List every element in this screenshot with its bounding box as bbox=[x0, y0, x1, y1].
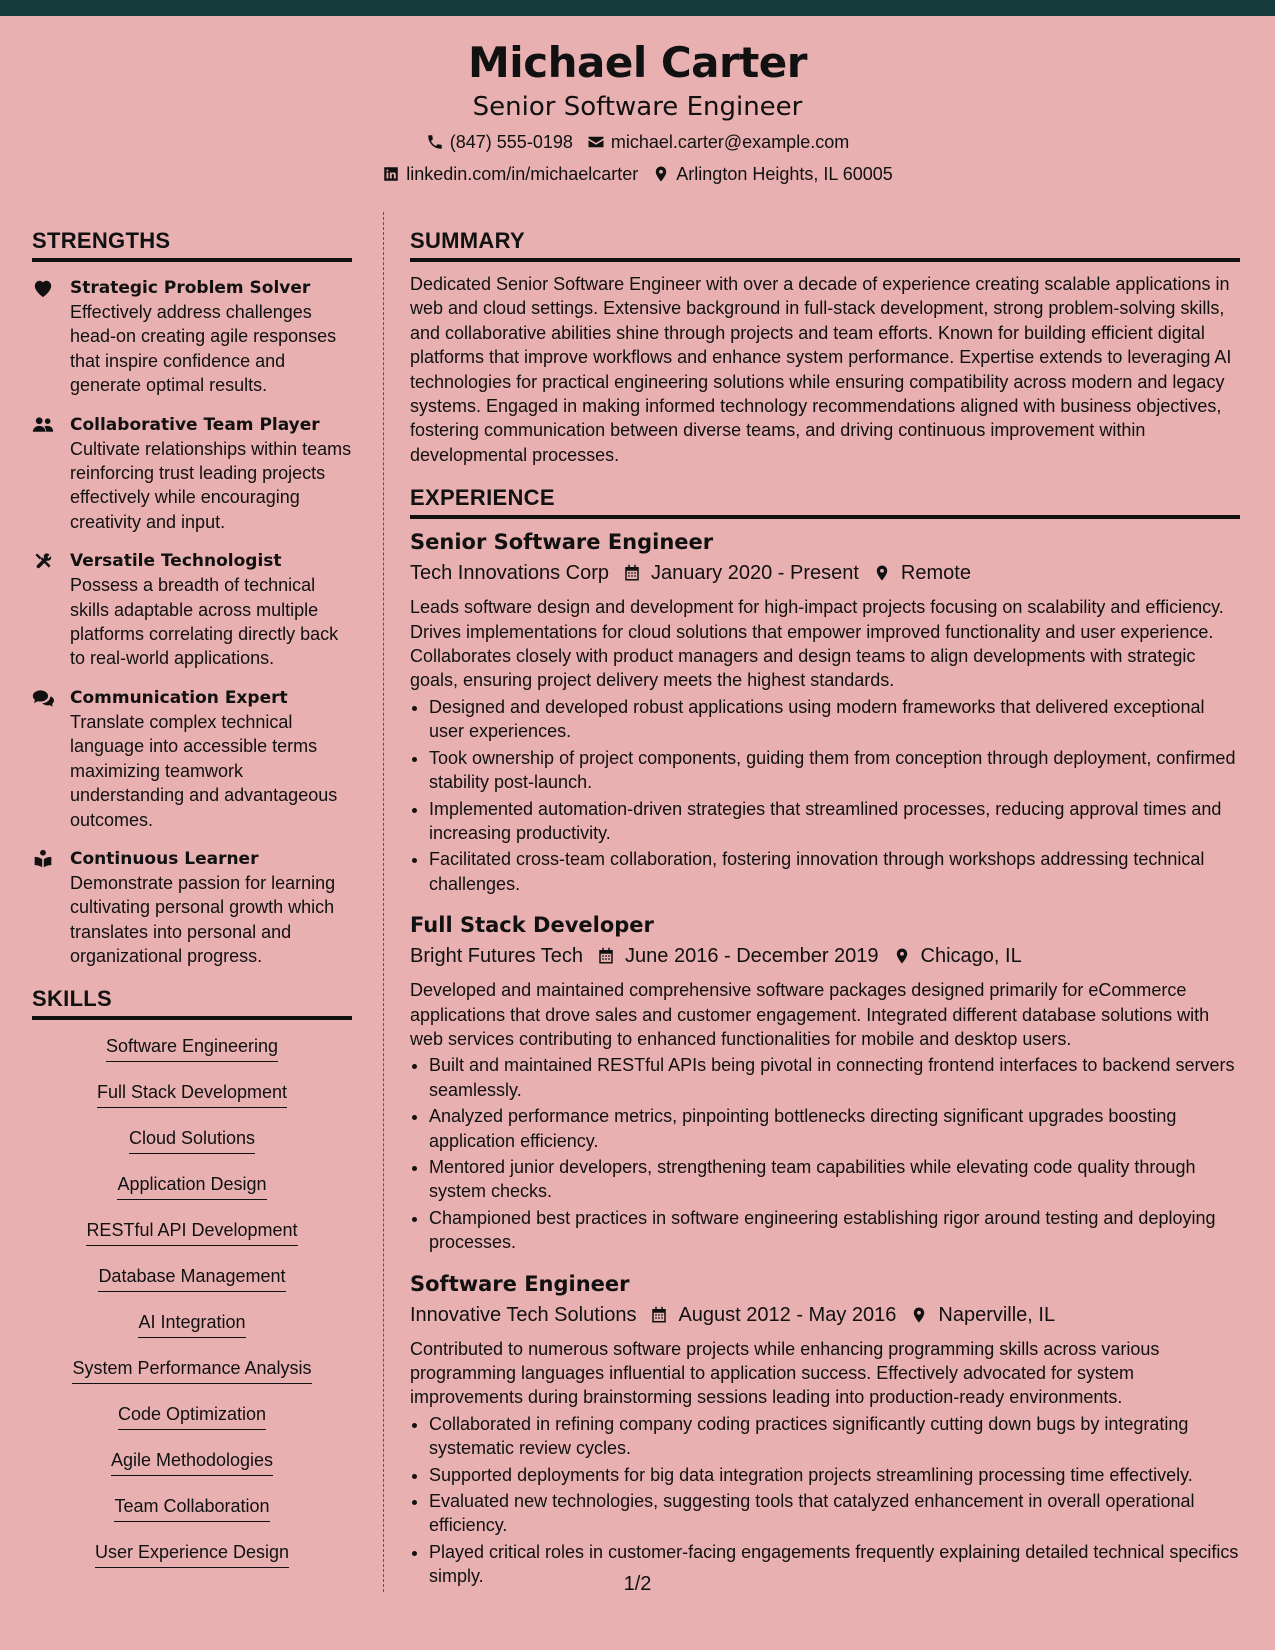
strengths-list bbox=[32, 276, 352, 969]
map-marker-icon bbox=[910, 1306, 928, 1324]
list-item: • Facilitated cross-team collaboration, fostering innovation through workshops addressing technical challenges. bbox=[429, 847, 1240, 896]
strength-desc: Cultivate relationships within teams reinforcing trust leading projects effectively while encouraging creativity and input. bbox=[70, 438, 352, 532]
list-item: • Supported deployments for big data integration projects streamlining processing time effectively. bbox=[429, 1463, 1240, 1487]
job-dates: August 2012 - May 2016 bbox=[678, 1303, 897, 1326]
job-description: Contributed to numerous software projects while enhancing programming skills across various programming languages influential to application success. Effectively advocated for system improvements during brainstorming sessions leading into production-ready environments. bbox=[410, 1338, 1160, 1408]
list-item: • Implemented automation-driven strategies that streamlined processes, reducing approval times and increasing productivity. bbox=[429, 797, 1240, 846]
tools-icon bbox=[32, 551, 54, 571]
skills-heading: SKILLS bbox=[32, 984, 352, 1020]
job-location: Naperville, IL bbox=[938, 1303, 1056, 1326]
job-location: Remote bbox=[900, 562, 971, 585]
phone-text: (847) 555-0198 bbox=[449, 132, 573, 152]
list-item: • Designed and developed robust applications using modern frameworks that delivered exceptional user experiences. bbox=[429, 695, 1240, 744]
calendar-icon bbox=[623, 564, 641, 582]
candidate-title: Senior Software Engineer bbox=[472, 92, 803, 122]
summary-text: Dedicated Senior Software Engineer with over a decade of experience creating scalable applications in web and cloud settings. Extensive background in full-stack development, strong problem-solving skills, and collaborative abilities shine through projects and team efforts. Known for building efficient digital platforms that improve workflows and enhance system performance. Expertise extends to leveraging AI technologies for practical engineering solutions while ensuring compatibility across modern and legacy systems. Engaged in making informed technology recommendations aligned with business objectives, fostering communication between diverse teams, and driving continuous improvement within developmental processes. bbox=[410, 274, 1232, 465]
comments-icon bbox=[32, 688, 54, 708]
candidate-name: Michael Carter bbox=[468, 38, 807, 87]
job-meta bbox=[410, 942, 1240, 970]
map-marker-icon bbox=[893, 947, 911, 965]
job-meta bbox=[410, 1301, 1240, 1329]
column-divider bbox=[383, 212, 384, 1592]
skill-item: Full Stack Development bbox=[97, 1080, 287, 1108]
list-item: • Mentored junior developers, strengthening team capabilities while elevating code quality through system checks. bbox=[429, 1155, 1240, 1204]
top-color-bar bbox=[0, 0, 1275, 16]
linkedin-text[interactable]: linkedin.com/in/michaelcarter bbox=[406, 164, 639, 184]
job-meta bbox=[410, 559, 1240, 587]
strengths-heading: STRENGTHS bbox=[32, 226, 352, 262]
contact-location bbox=[652, 162, 892, 186]
strength-item bbox=[32, 549, 352, 671]
skill-item: Software Engineering bbox=[106, 1034, 278, 1062]
skill-item: RESTful API Development bbox=[86, 1218, 297, 1246]
job-company: Bright Futures Tech bbox=[410, 945, 584, 968]
list-item: • Championed best practices in software engineering establishing rigor around testing and deploying processes. bbox=[429, 1206, 1240, 1255]
strength-name: Communication Expert bbox=[70, 687, 288, 708]
strength-desc: Translate complex technical language into accessible terms maximizing teamwork understanding and advantageous outcomes. bbox=[70, 711, 338, 830]
calendar-icon bbox=[650, 1306, 668, 1324]
envelope-icon bbox=[587, 133, 605, 151]
skill-item: Application Design bbox=[117, 1172, 266, 1200]
skill-item: AI Integration bbox=[138, 1310, 245, 1338]
list-item: • Evaluated new technologies, suggesting tools that catalyzed enhancement in overall operational efficiency. bbox=[429, 1489, 1240, 1538]
strength-name: Versatile Technologist bbox=[70, 551, 282, 572]
contact-row-2 bbox=[0, 162, 1275, 186]
page-number: 1/2 bbox=[623, 1573, 652, 1595]
strength-desc: Possess a breadth of technical skills adaptable across multiple platforms correlating directly back to real-world applications. bbox=[70, 575, 339, 669]
strength-item bbox=[32, 686, 352, 832]
left-column bbox=[32, 226, 352, 1586]
job-company: Innovative Tech Solutions bbox=[410, 1303, 637, 1326]
job-company: Tech Innovations Corp bbox=[410, 562, 610, 585]
email-text[interactable]: michael.carter@example.com bbox=[610, 132, 850, 152]
job-entry bbox=[410, 1269, 1240, 1589]
strength-name: Collaborative Team Player bbox=[70, 414, 320, 435]
job-dates: June 2016 - December 2019 bbox=[625, 945, 879, 968]
job-description: Leads software design and development for high-impact projects focusing on scalability and efficiency. Drives implementations for cloud solutions that empower improved functionality and user experience. Collaborates closely with product managers and design teams to align developments with strategic goals, ensuring project delivery meets the highest standards. bbox=[410, 597, 1224, 691]
location-text: Arlington Heights, IL 60005 bbox=[676, 164, 893, 184]
strength-desc: Effectively address challenges head-on creating agile responses that inspire confidence and generate optimal results. bbox=[70, 302, 337, 396]
skill-item: Database Management bbox=[98, 1264, 285, 1292]
skill-item: Code Optimization bbox=[118, 1402, 266, 1430]
resume-header bbox=[0, 36, 1275, 186]
list-item: • Collaborated in refining company coding practices significantly cutting down bugs by integrating systematic review cycles. bbox=[429, 1412, 1240, 1461]
job-description: Developed and maintained comprehensive software packages designed primarily for eCommerce applications that drove sales and customer engagement. Integrated different database solutions with web services contributing to enhanced functionalities for mobile and desktop users. bbox=[410, 980, 1210, 1049]
strength-desc: Demonstrate passion for learning cultivating personal growth which translates into personal and organizational progress. bbox=[70, 872, 336, 967]
strength-item bbox=[32, 276, 352, 398]
right-column bbox=[410, 226, 1240, 1591]
list-item: • Took ownership of project components, guiding them from conception through deployment, confirmed stability post-launch. bbox=[429, 746, 1240, 795]
job-title: Software Engineer bbox=[410, 1271, 630, 1296]
skill-item: Agile Methodologies bbox=[111, 1448, 273, 1476]
phone-icon bbox=[426, 133, 444, 151]
skill-item: System Performance Analysis bbox=[72, 1356, 311, 1384]
contact-linkedin[interactable] bbox=[382, 162, 638, 186]
map-marker-icon bbox=[652, 165, 670, 183]
job-title: Senior Software Engineer bbox=[410, 530, 714, 555]
job-entry bbox=[410, 527, 1240, 896]
skill-item: Cloud Solutions bbox=[129, 1126, 255, 1154]
strength-name: Continuous Learner bbox=[70, 848, 259, 869]
heart-icon bbox=[32, 278, 54, 298]
job-entry bbox=[410, 910, 1240, 1254]
job-dates: January 2020 - Present bbox=[651, 562, 859, 585]
skills-list bbox=[32, 1034, 352, 1586]
strength-item bbox=[32, 847, 352, 969]
list-item: • Played critical roles in customer-facing engagements frequently explaining detailed technical specifics simply. bbox=[429, 1540, 1240, 1589]
linkedin-icon bbox=[382, 165, 400, 183]
summary-heading: SUMMARY bbox=[410, 226, 1240, 262]
job-title: Full Stack Developer bbox=[410, 913, 654, 938]
list-item: • Analyzed performance metrics, pinpointing bottlenecks directing significant upgrades boosting application efficiency. bbox=[429, 1104, 1240, 1153]
contact-email[interactable] bbox=[587, 130, 849, 154]
list-item: • Built and maintained RESTful APIs being pivotal in connecting frontend interfaces to backend servers seamlessly. bbox=[429, 1053, 1240, 1102]
contact-phone bbox=[426, 130, 573, 154]
job-bullets bbox=[410, 695, 1240, 896]
job-bullets bbox=[410, 1412, 1240, 1589]
calendar-icon bbox=[597, 947, 615, 965]
users-icon bbox=[32, 415, 54, 435]
job-bullets bbox=[410, 1053, 1240, 1254]
skill-item: User Experience Design bbox=[95, 1540, 289, 1568]
contact-row-1 bbox=[0, 130, 1275, 154]
experience-heading: EXPERIENCE bbox=[410, 483, 1240, 519]
strength-item bbox=[32, 413, 352, 535]
job-location: Chicago, IL bbox=[920, 945, 1022, 968]
book-reader-icon bbox=[32, 849, 54, 869]
map-marker-icon bbox=[873, 564, 891, 582]
strength-name: Strategic Problem Solver bbox=[70, 278, 311, 298]
skill-item: Team Collaboration bbox=[114, 1494, 269, 1522]
